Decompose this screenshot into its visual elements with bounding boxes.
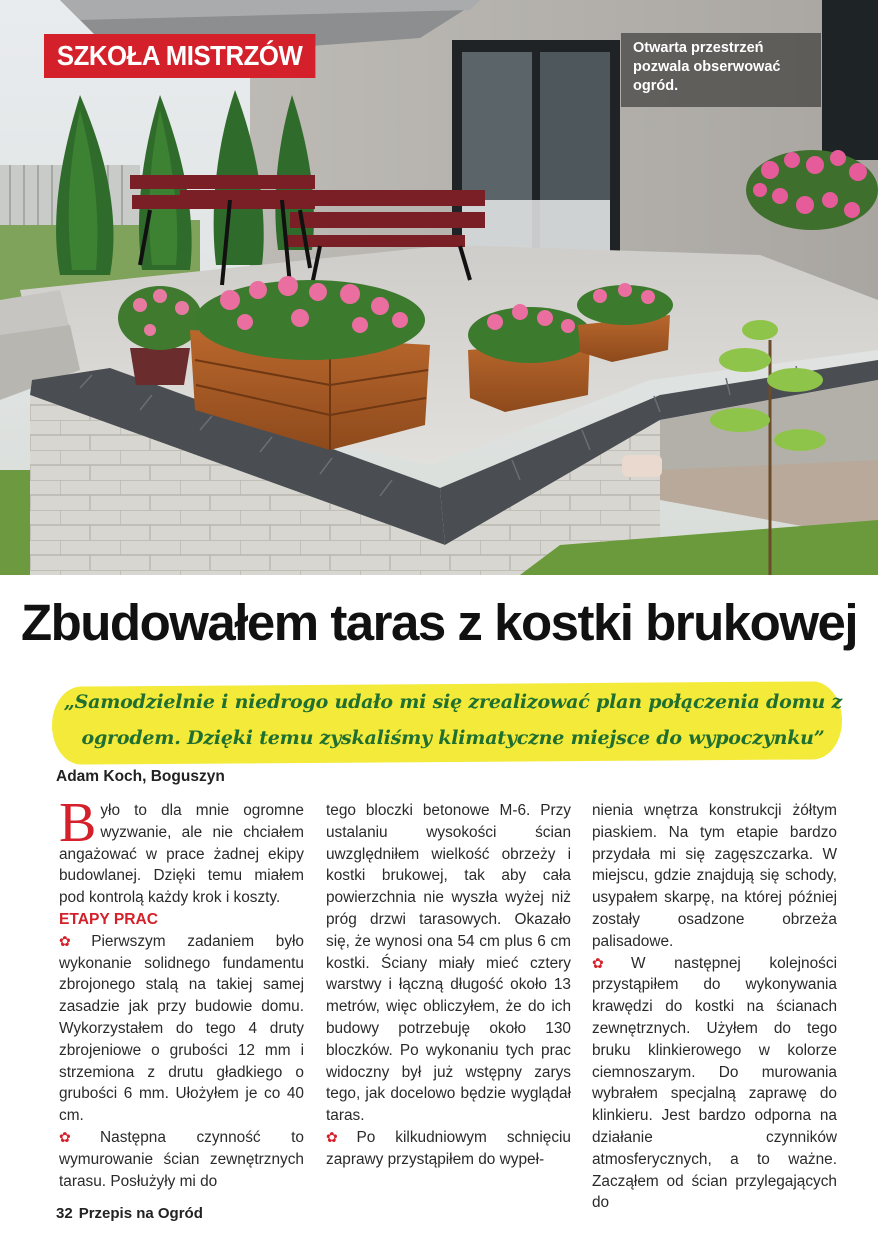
intro-paragraph — [59, 792, 304, 909]
magazine-name: Przepis na Ogród — [78, 1205, 203, 1222]
drop-cap: B — [59, 792, 97, 854]
paragraph — [326, 1127, 571, 1171]
intro-text: yło to dla mnie ogromne wyzwanie, ale nie chciałem angażować w prace żadnej ekipy budowlanej. Dzięki temu miałem pod kontrolą każdy krok i koszty. — [59, 802, 304, 907]
page-number: 32 — [56, 1205, 73, 1222]
article-lead: „Samodzielnie i niedrogo udało mi się zrealizować plan połączenia domu z ogrodem. Dzięki temu zyskaliśmy klimatyczne miejsce do wypoczynku” — [63, 691, 843, 749]
paragraph-text: Następna czynność to wymurowanie ścian zewnętrznych tarasu. Posłużyły mi do — [59, 1128, 304, 1190]
paragraph-text: Po kilkudniowym schnięciu zaprawy przystąpiłem do wypeł- — [326, 1128, 571, 1168]
paragraph — [592, 800, 837, 953]
paragraph-text: W następnej kolejności przystąpiłem do wykonywania krawędzi do kostki na ścianach zewnętrznych. Użyłem do tego bruku klinkierowego w kolorze ciemnoszarym. Do murowania wybrałem specjalną zaprawę do klinkieru. Jest bardzo odporna na działanie czynników atmosferycznych, a to ważne. Zacząłem od ścian przylegających do — [592, 954, 837, 1212]
article-title: Zbudowałem taras z kostki brukowej — [20, 594, 858, 651]
paragraph — [59, 1127, 304, 1192]
photo-caption: Otwarta przestrzeń pozwala obserwować ogród. — [621, 33, 821, 107]
article-column-1 — [59, 792, 304, 1192]
paragraph-text: Pierwszym zadaniem było wykonanie solidnego fundamentu zbrojonego stalą na takiej samej zasadzie jak przy budowie domu. Wykorzystałem do tego 4 druty zbrojeniowe o grubości 12 mm i strzemiona z drutu gładkiego o grubości 6 mm. Ułożyłem je co 40 cm. — [59, 932, 304, 1125]
paragraph-text: tego bloczki betonowe M-6. Przy ustalaniu wysokości ścian uwzględniłem wielkość obrzeży i kostki brukowej, tak aby cała powierzchnia nie wyszła wyżej niż próg drzwi tarasowych. Okazało się, że wynosi ona 54 cm plus 6 cm kostki. Ściany miały mieć cztery warstwy i łączną długość około 13 metrów, więc obliczyłem, że do ich budowy potrzebuję około 130 bloczków. Po wykonaniu tych prac widoczny był już wstępny zarys tego, jak docelowo będzie wyglądał taras. — [326, 802, 571, 1125]
flower-icon: ✿ — [59, 932, 89, 949]
flower-icon: ✿ — [59, 1128, 98, 1145]
subheading: ETAPY PRAC — [59, 910, 159, 928]
flower-icon: ✿ — [326, 1128, 354, 1145]
paragraph — [592, 953, 837, 1215]
article-column-2 — [326, 800, 571, 1171]
article-author: Adam Koch, Boguszyn — [56, 768, 225, 785]
paragraph — [59, 931, 304, 1127]
terrace-photo — [0, 0, 878, 575]
section-label: SZKOŁA MISTRZÓW — [44, 34, 315, 78]
paragraph-text: nienia wnętrza konstrukcji żółtym piaskiem. Na tym etapie bardzo przydała mi się zagęszczarka. W miejscu, gdzie znajdują się schody, usypałem skarpę, na której później zostały osadzone obrzeża palisadowe. — [592, 802, 837, 950]
paragraph — [326, 800, 571, 1127]
page-footer — [56, 1203, 203, 1225]
flower-icon: ✿ — [592, 954, 629, 971]
article-column-3 — [592, 800, 837, 1214]
